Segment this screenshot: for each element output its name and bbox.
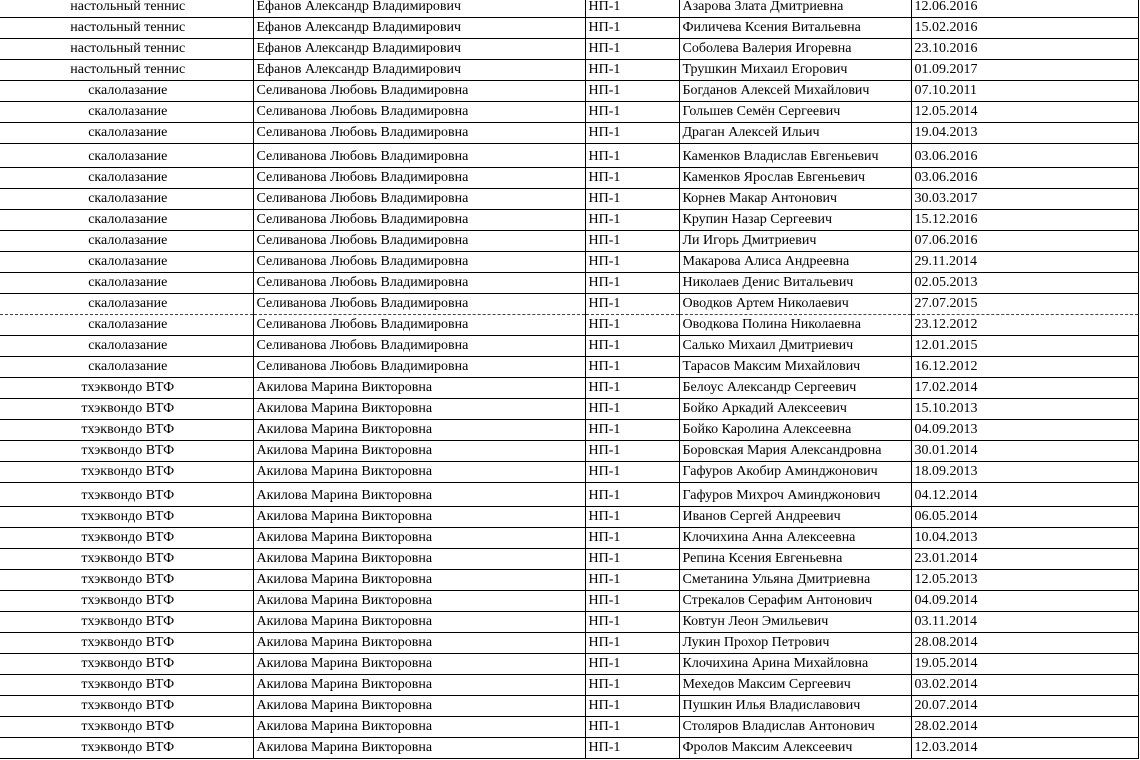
athlete-name-cell: Бойко Аркадий Алексеевич [679,399,911,420]
sport-cell: скалолазание [0,252,253,273]
athlete-name-cell: Богданов Алексей Михайлович [679,81,911,102]
birth-date-cell: 04.09.2014 [911,591,1138,612]
sport-cell: тхэквондо ВТФ [0,591,253,612]
stage-cell: НП-1 [585,462,679,483]
birth-date-cell: 17.02.2014 [911,378,1138,399]
stage-cell: НП-1 [585,675,679,696]
table-row [0,231,1138,252]
birth-date-cell: 03.06.2016 [911,168,1138,189]
stage-cell: НП-1 [585,738,679,759]
coach-cell: Селиванова Любовь Владимировна [253,144,585,168]
athlete-name-cell: Каменков Владислав Евгеньевич [679,144,911,168]
athlete-name-cell: Тарасов Максим Михайлович [679,357,911,378]
coach-cell: Селиванова Любовь Владимировна [253,273,585,294]
sport-cell: тхэквондо ВТФ [0,399,253,420]
birth-date-cell: 03.06.2016 [911,144,1138,168]
stage-cell: НП-1 [585,81,679,102]
sport-cell: тхэквондо ВТФ [0,675,253,696]
sport-cell: тхэквондо ВТФ [0,462,253,483]
coach-cell: Акилова Марина Викторовна [253,399,585,420]
coach-cell: Селиванова Любовь Владимировна [253,336,585,357]
birth-date-cell: 12.05.2014 [911,102,1138,123]
coach-cell: Селиванова Любовь Владимировна [253,294,585,315]
athlete-name-cell: Сметанина Ульяна Дмитриевна [679,570,911,591]
stage-cell: НП-1 [585,273,679,294]
sport-cell: скалолазание [0,315,253,336]
table-row [0,441,1138,462]
athlete-name-cell: Клочихина Арина Михайловна [679,654,911,675]
stage-cell: НП-1 [585,168,679,189]
stage-cell: НП-1 [585,378,679,399]
birth-date-cell: 15.10.2013 [911,399,1138,420]
stage-cell: НП-1 [585,315,679,336]
birth-date-cell: 15.02.2016 [911,18,1138,39]
table-row [0,144,1138,168]
table-row [0,633,1138,654]
sport-cell: тхэквондо ВТФ [0,654,253,675]
stage-cell: НП-1 [585,39,679,60]
stage-cell: НП-1 [585,612,679,633]
athlete-name-cell: Клочихина Анна Алексеевна [679,528,911,549]
birth-date-cell: 10.04.2013 [911,528,1138,549]
stage-cell: НП-1 [585,696,679,717]
athlete-name-cell: Бойко Каролина Алексеевна [679,420,911,441]
birth-date-cell: 03.11.2014 [911,612,1138,633]
stage-cell: НП-1 [585,654,679,675]
stage-cell: НП-1 [585,483,679,507]
sport-cell: тхэквондо ВТФ [0,507,253,528]
athlete-name-cell: Салько Михаил Дмитриевич [679,336,911,357]
birth-date-cell: 15.12.2016 [911,210,1138,231]
athlete-name-cell: Каменков Ярослав Евгеньевич [679,168,911,189]
table-row [0,483,1138,507]
sport-cell: тхэквондо ВТФ [0,549,253,570]
birth-date-cell: 06.05.2014 [911,507,1138,528]
sport-cell: настольный теннис [0,39,253,60]
coach-cell: Акилова Марина Викторовна [253,483,585,507]
sport-cell: скалолазание [0,273,253,294]
birth-date-cell: 19.05.2014 [911,654,1138,675]
sport-cell: тхэквондо ВТФ [0,696,253,717]
coach-cell: Селиванова Любовь Владимировна [253,123,585,144]
athlete-name-cell: Ли Игорь Дмитриевич [679,231,911,252]
coach-cell: Селиванова Любовь Владимировна [253,210,585,231]
coach-cell: Акилова Марина Викторовна [253,441,585,462]
sport-cell: скалолазание [0,123,253,144]
sport-cell: скалолазание [0,144,253,168]
coach-cell: Ефанов Александр Владимирович [253,18,585,39]
sport-cell: скалолазание [0,168,253,189]
athlete-name-cell: Лукин Прохор Петрович [679,633,911,654]
coach-cell: Акилова Марина Викторовна [253,591,585,612]
athlete-name-cell: Стрекалов Серафим Антонович [679,591,911,612]
birth-date-cell: 20.07.2014 [911,696,1138,717]
stage-cell: НП-1 [585,441,679,462]
birth-date-cell: 01.09.2017 [911,60,1138,81]
birth-date-cell: 16.12.2012 [911,357,1138,378]
sport-cell: тхэквондо ВТФ [0,570,253,591]
stage-cell: НП-1 [585,252,679,273]
table-row [0,0,1138,18]
sport-cell: тхэквондо ВТФ [0,378,253,399]
birth-date-cell: 30.01.2014 [911,441,1138,462]
birth-date-cell: 23.10.2016 [911,39,1138,60]
sport-cell: настольный теннис [0,18,253,39]
birth-date-cell: 28.08.2014 [911,633,1138,654]
table-row [0,189,1138,210]
table-row [0,81,1138,102]
sport-cell: тхэквондо ВТФ [0,528,253,549]
sport-cell: настольный теннис [0,60,253,81]
birth-date-cell: 04.09.2013 [911,420,1138,441]
birth-date-cell: 23.01.2014 [911,549,1138,570]
table-row [0,612,1138,633]
coach-cell: Селиванова Любовь Владимировна [253,231,585,252]
table-row [0,717,1138,738]
coach-cell: Акилова Марина Викторовна [253,675,585,696]
athlete-name-cell: Мехедов Максим Сергеевич [679,675,911,696]
stage-cell: НП-1 [585,507,679,528]
coach-cell: Акилова Марина Викторовна [253,378,585,399]
birth-date-cell: 12.01.2015 [911,336,1138,357]
birth-date-cell: 02.05.2013 [911,273,1138,294]
stage-cell: НП-1 [585,591,679,612]
athlete-name-cell: Николаев Денис Витальевич [679,273,911,294]
athlete-name-cell: Репина Ксения Евгеньевна [679,549,911,570]
sport-cell: скалолазание [0,336,253,357]
coach-cell: Акилова Марина Викторовна [253,654,585,675]
sport-cell: тхэквондо ВТФ [0,633,253,654]
sport-cell: скалолазание [0,81,253,102]
coach-cell: Акилова Марина Викторовна [253,612,585,633]
stage-cell: НП-1 [585,399,679,420]
coach-cell: Селиванова Любовь Владимировна [253,168,585,189]
stage-cell: НП-1 [585,60,679,81]
coach-cell: Акилова Марина Викторовна [253,507,585,528]
coach-cell: Акилова Марина Викторовна [253,633,585,654]
sport-cell: скалолазание [0,189,253,210]
table-row [0,654,1138,675]
table-row [0,168,1138,189]
coach-cell: Акилова Марина Викторовна [253,462,585,483]
athlete-name-cell: Драган Алексей Ильич [679,123,911,144]
athlete-name-cell: Макарова Алиса Андреевна [679,252,911,273]
table-row [0,507,1138,528]
table-row [0,39,1138,60]
coach-cell: Селиванова Любовь Владимировна [253,102,585,123]
stage-cell: НП-1 [585,549,679,570]
birth-date-cell: 12.03.2014 [911,738,1138,759]
stage-cell: НП-1 [585,633,679,654]
coach-cell: Селиванова Любовь Владимировна [253,189,585,210]
table-row [0,528,1138,549]
stage-cell: НП-1 [585,528,679,549]
athlete-name-cell: Гафуров Акобир Аминджонович [679,462,911,483]
table-row [0,315,1138,336]
stage-cell: НП-1 [585,357,679,378]
birth-date-cell: 04.12.2014 [911,483,1138,507]
table-row [0,738,1138,759]
stage-cell: НП-1 [585,123,679,144]
birth-date-cell: 07.06.2016 [911,231,1138,252]
athlete-name-cell: Оводкова Полина Николаевна [679,315,911,336]
table-row [0,549,1138,570]
sport-cell: тхэквондо ВТФ [0,612,253,633]
athlete-name-cell: Корнев Макар Антонович [679,189,911,210]
coach-cell: Акилова Марина Викторовна [253,738,585,759]
table-row [0,123,1138,144]
sport-cell: тхэквондо ВТФ [0,420,253,441]
table-row [0,294,1138,315]
table-row [0,378,1138,399]
sport-cell: тхэквондо ВТФ [0,738,253,759]
coach-cell: Ефанов Александр Владимирович [253,60,585,81]
table-row [0,273,1138,294]
athlete-name-cell: Фролов Максим Алексеевич [679,738,911,759]
stage-cell: НП-1 [585,336,679,357]
table-row [0,102,1138,123]
table-row [0,675,1138,696]
coach-cell: Ефанов Александр Владимирович [253,0,585,18]
sport-cell: тхэквондо ВТФ [0,717,253,738]
birth-date-cell: 12.05.2013 [911,570,1138,591]
coach-cell: Селиванова Любовь Владимировна [253,81,585,102]
coach-cell: Акилова Марина Викторовна [253,570,585,591]
coach-cell: Акилова Марина Викторовна [253,549,585,570]
birth-date-cell: 12.06.2016 [911,0,1138,18]
coach-cell: Селиванова Любовь Владимировна [253,315,585,336]
birth-date-cell: 07.10.2011 [911,81,1138,102]
sport-cell: скалолазание [0,357,253,378]
stage-cell: НП-1 [585,210,679,231]
sport-cell: тхэквондо ВТФ [0,441,253,462]
stage-cell: НП-1 [585,294,679,315]
sport-cell: скалолазание [0,294,253,315]
table-row [0,357,1138,378]
sport-cell: скалолазание [0,231,253,252]
sport-cell: настольный теннис [0,0,253,18]
sport-cell: скалолазание [0,102,253,123]
athlete-name-cell: Азарова Злата Дмитриевна [679,0,911,18]
stage-cell: НП-1 [585,231,679,252]
stage-cell: НП-1 [585,102,679,123]
stage-cell: НП-1 [585,18,679,39]
table-row [0,462,1138,483]
athlete-name-cell: Столяров Владислав Антонович [679,717,911,738]
table-row [0,591,1138,612]
coach-cell: Селиванова Любовь Владимировна [253,357,585,378]
birth-date-cell: 19.04.2013 [911,123,1138,144]
table-row [0,420,1138,441]
birth-date-cell: 18.09.2013 [911,462,1138,483]
athlete-name-cell: Соболева Валерия Игоревна [679,39,911,60]
sport-cell: скалолазание [0,210,253,231]
athlete-name-cell: Крупин Назар Сергеевич [679,210,911,231]
coach-cell: Ефанов Александр Владимирович [253,39,585,60]
athlete-name-cell: Гольшев Семён Сергеевич [679,102,911,123]
table-row [0,570,1138,591]
athlete-name-cell: Оводков Артем Николаевич [679,294,911,315]
birth-date-cell: 27.07.2015 [911,294,1138,315]
stage-cell: НП-1 [585,0,679,18]
birth-date-cell: 23.12.2012 [911,315,1138,336]
birth-date-cell: 30.03.2017 [911,189,1138,210]
stage-cell: НП-1 [585,570,679,591]
table-row [0,18,1138,39]
athlete-name-cell: Гафуров Михроч Аминджонович [679,483,911,507]
stage-cell: НП-1 [585,144,679,168]
table-row [0,399,1138,420]
stage-cell: НП-1 [585,717,679,738]
coach-cell: Селиванова Любовь Владимировна [253,252,585,273]
athlete-name-cell: Трушкин Михаил Егорович [679,60,911,81]
table-row [0,252,1138,273]
athlete-name-cell: Боровская Мария Александровна [679,441,911,462]
birth-date-cell: 29.11.2014 [911,252,1138,273]
table-row [0,696,1138,717]
athlete-name-cell: Иванов Сергей Андреевич [679,507,911,528]
coach-cell: Акилова Марина Викторовна [253,696,585,717]
coach-cell: Акилова Марина Викторовна [253,420,585,441]
athlete-name-cell: Пушкин Илья Владиславович [679,696,911,717]
sport-cell: тхэквондо ВТФ [0,483,253,507]
athlete-name-cell: Ковтун Леон Эмильевич [679,612,911,633]
stage-cell: НП-1 [585,420,679,441]
table-row [0,210,1138,231]
table-row [0,60,1138,81]
athlete-name-cell: Филичева Ксения Витальевна [679,18,911,39]
birth-date-cell: 03.02.2014 [911,675,1138,696]
coach-cell: Акилова Марина Викторовна [253,717,585,738]
athlete-name-cell: Белоус Александр Сергеевич [679,378,911,399]
table-row [0,336,1138,357]
stage-cell: НП-1 [585,189,679,210]
coach-cell: Акилова Марина Викторовна [253,528,585,549]
birth-date-cell: 28.02.2014 [911,717,1138,738]
